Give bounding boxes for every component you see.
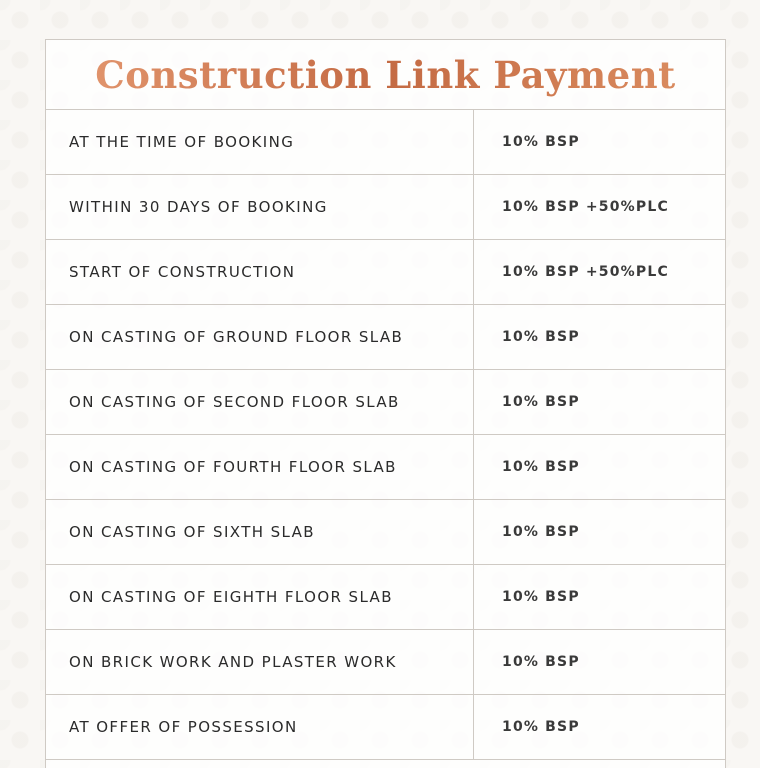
stage-label: AT THE TIME OF BOOKING bbox=[46, 110, 474, 174]
table-row bbox=[46, 305, 725, 370]
stage-label: START OF CONSTRUCTION bbox=[46, 240, 474, 304]
table-row bbox=[46, 500, 725, 565]
payment-value: 10% BSP bbox=[502, 459, 580, 475]
payment-value: 10% BSP bbox=[502, 394, 580, 410]
stage-label: ON CASTING OF EIGHTH FLOOR SLAB bbox=[46, 565, 474, 629]
payment-plan-table bbox=[45, 39, 726, 768]
stage-label: ON CASTING OF FOURTH FLOOR SLAB bbox=[46, 435, 474, 499]
stage-label: ON BRICK WORK AND PLASTER WORK bbox=[46, 630, 474, 694]
payment-value: 10% BSP bbox=[502, 589, 580, 605]
payment-value: 10% BSP bbox=[502, 329, 580, 345]
table-row bbox=[46, 110, 725, 175]
payment-value: 10% BSP bbox=[502, 524, 580, 540]
table-row bbox=[46, 370, 725, 435]
stage-label: ON CASTING OF SECOND FLOOR SLAB bbox=[46, 370, 474, 434]
payment-value: 10% BSP bbox=[502, 654, 580, 670]
table-row bbox=[46, 240, 725, 305]
table-row bbox=[46, 695, 725, 760]
payment-value: 10% BSP +50%PLC bbox=[502, 199, 669, 215]
title-row bbox=[46, 40, 725, 110]
page-title: Construction Link Payment bbox=[95, 52, 676, 97]
payment-value: 10% BSP +50%PLC bbox=[502, 264, 669, 280]
table-row bbox=[46, 630, 725, 695]
payment-value: 10% BSP bbox=[502, 719, 580, 735]
stage-label: AT OFFER OF POSSESSION bbox=[46, 695, 474, 759]
table-row bbox=[46, 565, 725, 630]
stage-label: WITHIN 30 DAYS OF BOOKING bbox=[46, 175, 474, 239]
table-row bbox=[46, 435, 725, 500]
stage-label: ON CASTING OF GROUND FLOOR SLAB bbox=[46, 305, 474, 369]
payment-value: 10% BSP bbox=[502, 134, 580, 150]
table-row bbox=[46, 175, 725, 240]
stage-label: ON CASTING OF SIXTH SLAB bbox=[46, 500, 474, 564]
